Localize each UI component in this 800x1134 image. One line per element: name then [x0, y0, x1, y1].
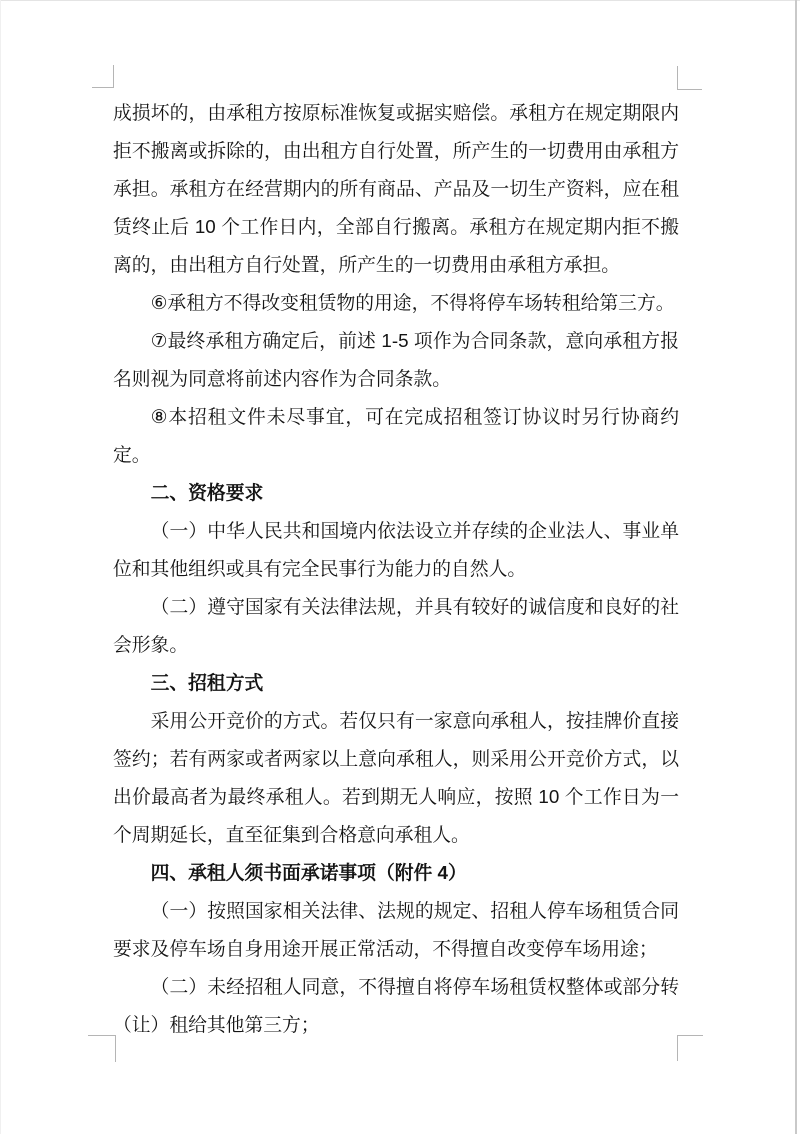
paragraph-qualification-1: （一）中华人民共和国境内依法设立并存续的企业法人、事业单位和其他组织或具有完全民事行为能力的自然人。: [113, 520, 679, 579]
crop-mark-top-right: [677, 66, 702, 90]
document-text-area: [113, 94, 679, 1044]
section-heading-qualification-requirements: 二、资格要求: [150, 482, 264, 503]
paragraph-clause-7: ⑦最终承租方确定后，前述 1-5 项作为合同条款，意向承租方报名则视为同意将前述内容作为合同条款。: [113, 330, 679, 389]
paragraph-leasing-method-body: 采用公开竞价的方式。若仅只有一家意向承租人，按挂牌价直接签约；若有两家或者两家以上意向承租人，则采用公开竞价方式，以出价最高者为最终承租人。若到期无人响应，按照 10 个工作日为一个周期延长，直至征集到合格意向承租人。: [113, 710, 679, 845]
page-edge-top: [0, 0, 800, 1]
paragraph-clause-8: ⑧本招租文件未尽事宜，可在完成招租签订协议时另行协商约定。: [113, 406, 679, 465]
section-heading-written-commitments: 四、承租人须书面承诺事项（附件 4）: [150, 862, 467, 883]
crop-mark-bottom-left: [88, 1035, 116, 1062]
paragraph-continuation: 成损坏的，由承租方按原标准恢复或据实赔偿。承租方在规定期限内拒不搬离或拆除的，由出租方自行处置，所产生的一切费用由承租方承担。承租方在经营期内的所有商品、产品及一切生产资料，应在租赁终止后 10 个工作日内，全部自行搬离。承租方在规定期内拒不搬离的，由出租方自行处置，所产生的一切费用由承租方承担。: [113, 102, 679, 275]
page-edge-left: [0, 0, 1, 1134]
section-heading-leasing-method: 三、招租方式: [150, 672, 264, 693]
page-edge-right: [795, 0, 797, 1134]
paragraph-commitment-1: （一）按照国家相关法律、法规的规定、招租人停车场租赁合同要求及停车场自身用途开展正常活动，不得擅自改变停车场用途；: [113, 900, 679, 959]
paragraph-qualification-2: （二）遵守国家有关法律法规，并具有较好的诚信度和良好的社会形象。: [113, 596, 679, 655]
paragraph-commitment-2: （二）未经招租人同意，不得擅自将停车场租赁权整体或部分转（让）租给其他第三方；: [113, 976, 679, 1035]
crop-mark-bottom-right: [677, 1035, 703, 1061]
crop-mark-top-left: [92, 65, 114, 88]
paragraph-clause-6: ⑥承租方不得改变租赁物的用途，不得将停车场转租给第三方。: [150, 292, 675, 313]
